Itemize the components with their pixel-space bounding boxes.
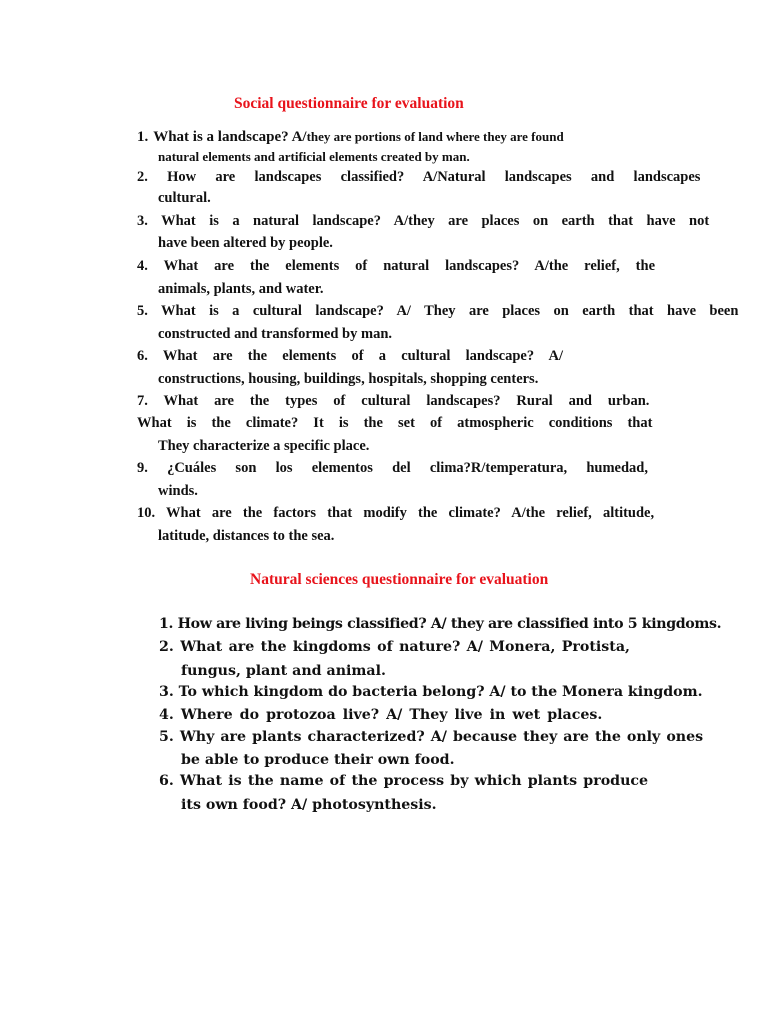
social-questionnaire-title: Social questionnaire for evaluation — [234, 95, 464, 112]
social-item-5-continuation: constructed and transformed by man. — [158, 326, 393, 342]
social-item-4: 4. What are the elements of natural landscapes? A/the relief, the — [137, 258, 655, 274]
social-item-10: 10. What are the factors that modify the climate? A/the relief, altitude, — [137, 505, 655, 521]
social-item-1-question-text: What is a landscape? A/ — [153, 129, 307, 145]
social-item-1-answer: they are portions of land where they are found — [306, 129, 564, 144]
social-item-10-continuation: latitude, distances to the sea. — [158, 528, 335, 544]
natural-item-2: 2. What are the kingdoms of nature? A/ Monera, Protista, — [159, 639, 630, 655]
social-item-8-continuation: They characterize a specific place. — [158, 438, 370, 454]
social-item-6-continuation: constructions, housing, buildings, hospitals, shopping centers. — [158, 371, 539, 387]
natural-item-2-continuation: fungus, plant and animal. — [181, 663, 386, 679]
social-item-5: 5. What is a cultural landscape? A/ They are places on earth that have been — [137, 303, 739, 319]
social-item-8: What is the climate? It is the set of atmospheric conditions that — [137, 415, 653, 431]
social-item-4-continuation: animals, plants, and water. — [158, 281, 324, 297]
natural-item-4: 4. Where do protozoa live? A/ They live in wet places. — [159, 707, 603, 723]
social-item-9-continuation: winds. — [158, 483, 198, 499]
social-item-7: 7. What are the types of cultural landscapes? Rural and urban. — [137, 393, 650, 409]
social-item-9: 9. ¿Cuáles son los elementos del clima?R/temperatura, humedad, — [137, 460, 648, 476]
natural-item-1: 1. How are living beings classified? A/ they are classified into 5 kingdoms. — [159, 616, 722, 632]
social-item-2-continuation: cultural. — [158, 190, 211, 206]
social-item-6: 6. What are the elements of a cultural landscape? A/ — [137, 348, 563, 364]
social-item-1-continuation: natural elements and artificial elements created by man. — [158, 149, 470, 164]
natural-item-6: 6. What is the name of the process by which plants produce — [159, 773, 649, 789]
social-item-3-continuation: have been altered by people. — [158, 235, 333, 251]
social-item-1-question: 1. — [137, 129, 149, 145]
natural-questionnaire-title: Natural sciences questionnaire for evaluation — [250, 571, 549, 588]
natural-item-6-continuation: its own food? A/ photosynthesis. — [181, 797, 437, 813]
natural-item-3: 3. To which kingdom do bacteria belong? A/ to the Monera kingdom. — [159, 684, 703, 700]
social-item-3: 3. What is a natural landscape? A/they are places on earth that have not — [137, 213, 710, 229]
social-item-1 — [137, 128, 607, 146]
natural-item-5: 5. Why are plants characterized? A/ because they are the only ones — [159, 729, 704, 745]
natural-item-5-continuation: be able to produce their own food. — [181, 752, 455, 768]
social-item-2: 2. How are landscapes classified? A/Natural landscapes and landscapes — [137, 169, 701, 185]
